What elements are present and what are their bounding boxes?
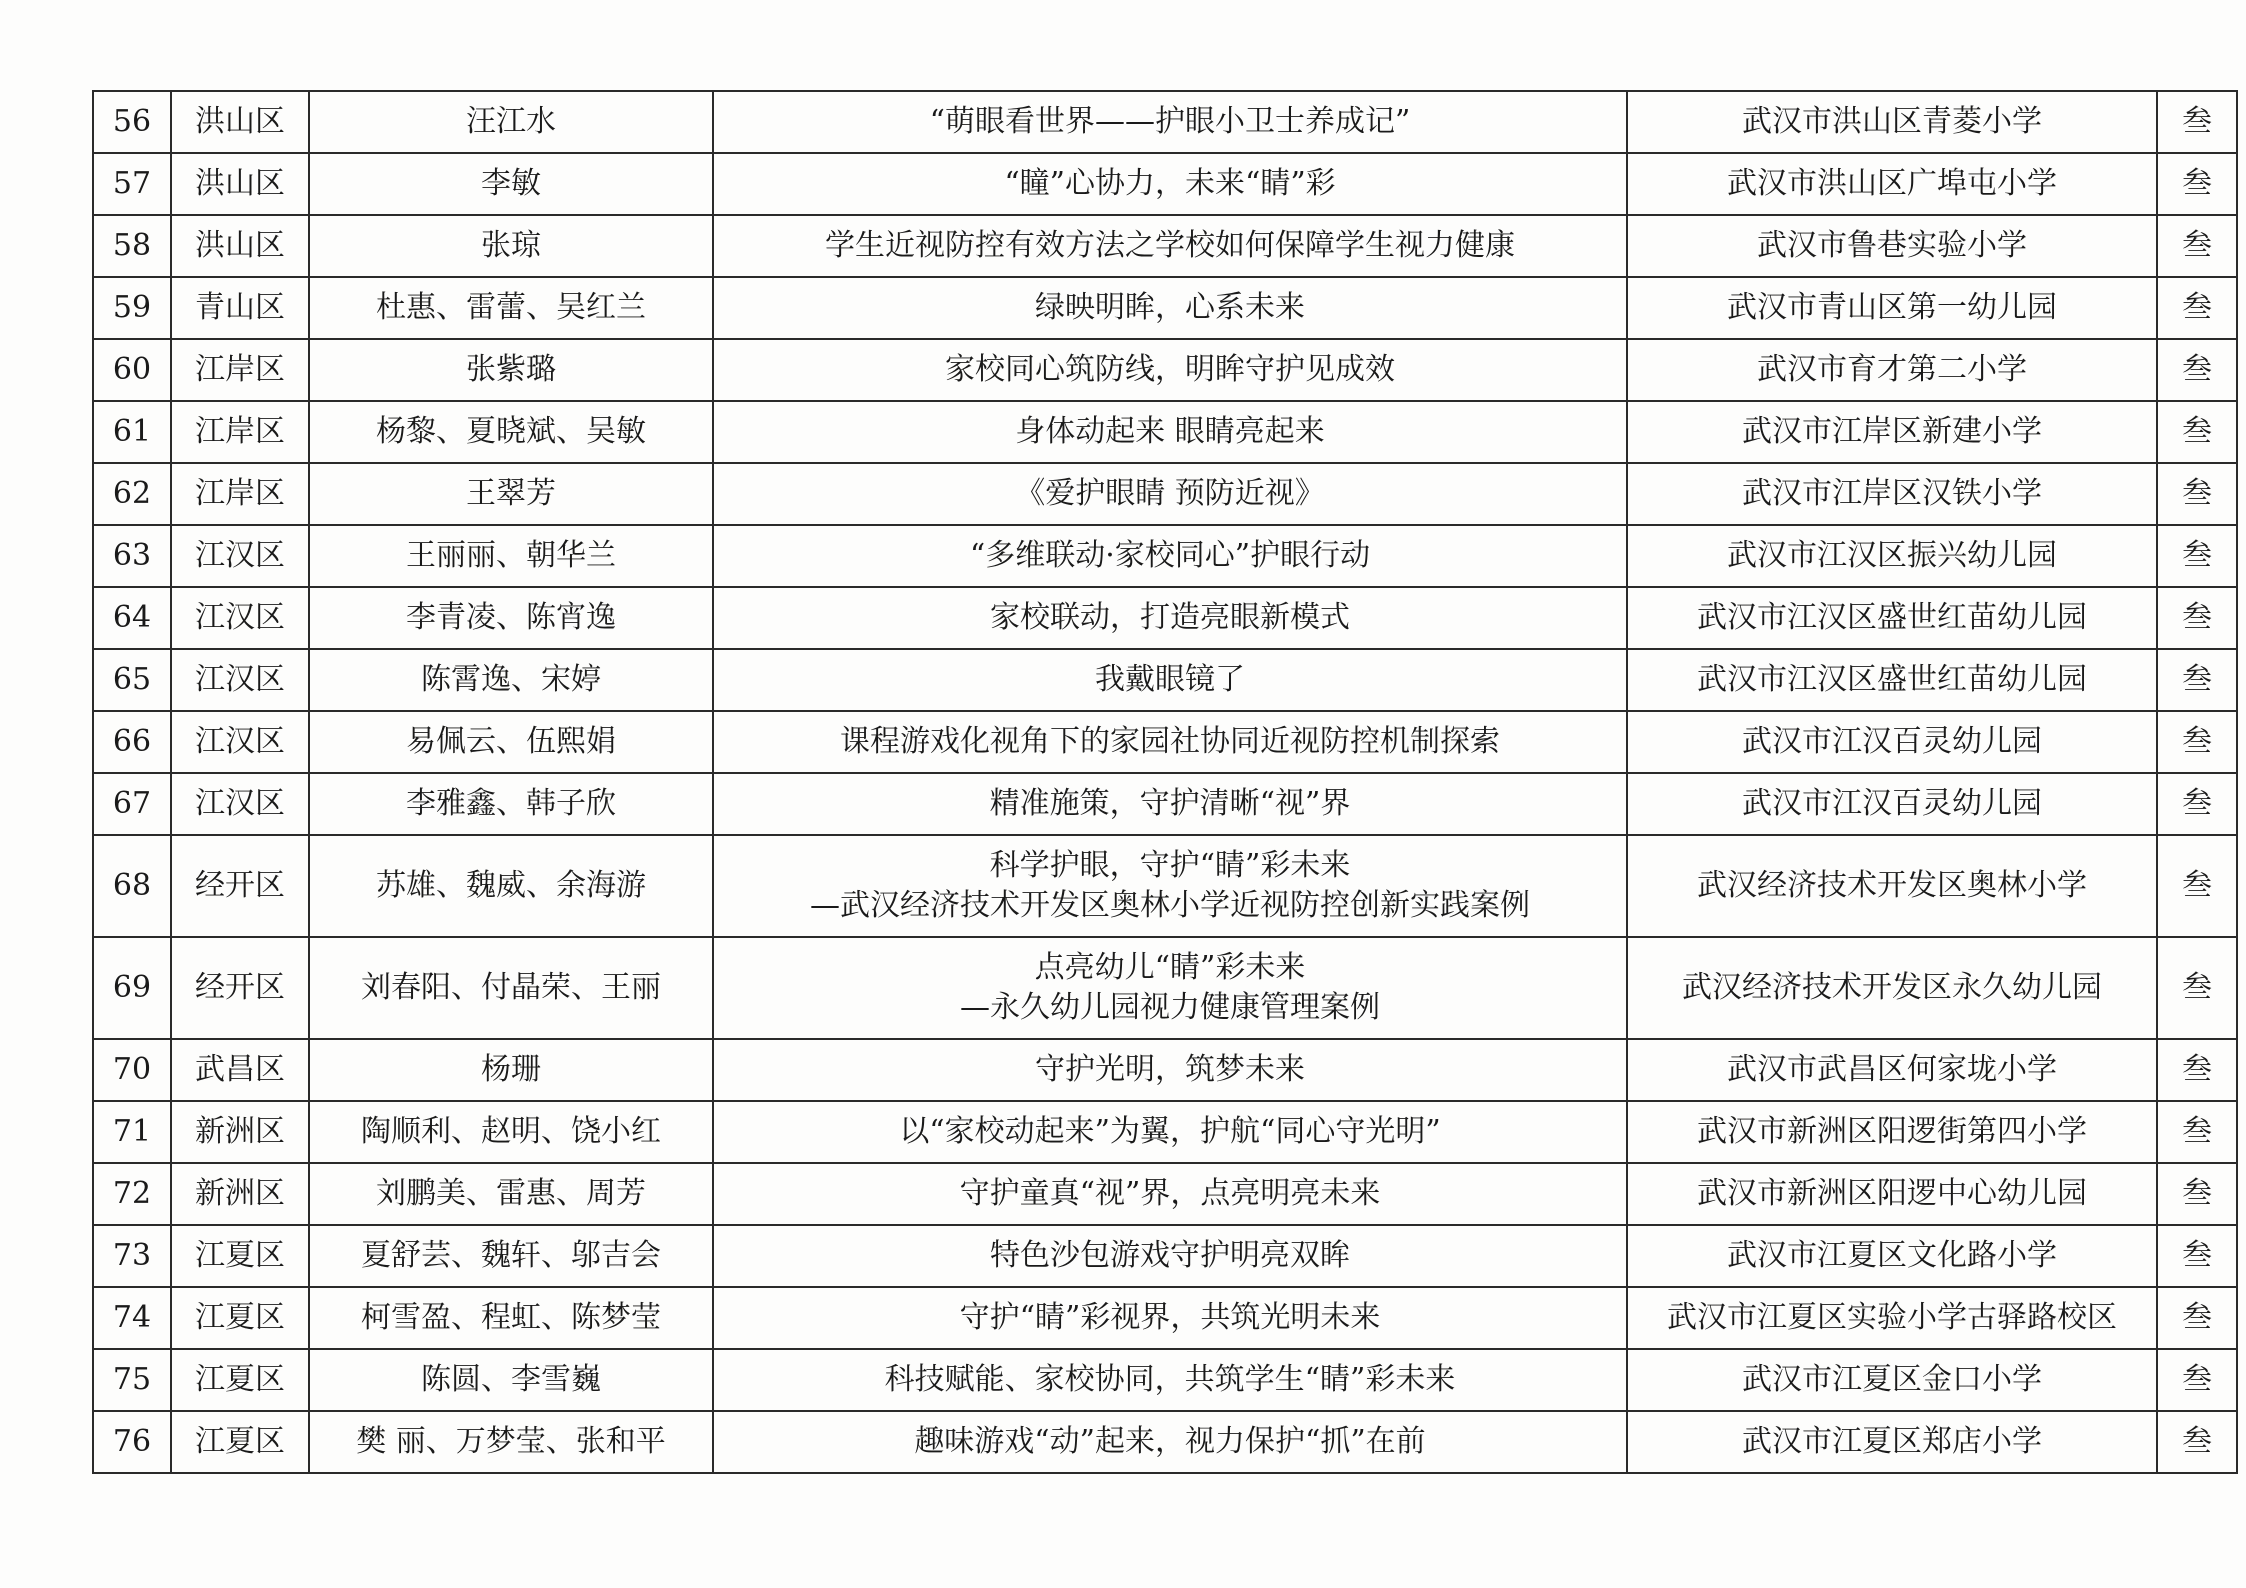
award-grade-cell: 叁 (2157, 587, 2237, 649)
district-cell: 江夏区 (171, 1287, 309, 1349)
author-names-cell: 陈霄逸、宋婷 (309, 649, 713, 711)
row-number-cell: 62 (93, 463, 171, 525)
award-table (92, 90, 2238, 1474)
case-title-line: —永久幼儿园视力健康管理案例 (960, 990, 1380, 1025)
row-number-cell: 63 (93, 525, 171, 587)
school-cell: 武汉市江夏区郑店小学 (1627, 1411, 2157, 1473)
school-cell: 武汉市江汉百灵幼儿园 (1627, 773, 2157, 835)
case-title-line: 特色沙包游戏守护明亮双眸 (990, 1238, 1350, 1273)
school-cell: 武汉市江夏区实验小学古驿路校区 (1627, 1287, 2157, 1349)
table-row (93, 1287, 2237, 1349)
case-title-line: 绿映明眸，心系未来 (1035, 290, 1305, 325)
row-number-cell: 68 (93, 835, 171, 937)
case-title-cell (713, 1039, 1627, 1101)
case-title-line: 我戴眼镜了 (1095, 662, 1245, 697)
table-row (93, 401, 2237, 463)
award-grade-cell: 叁 (2157, 649, 2237, 711)
award-grade-cell: 叁 (2157, 1101, 2237, 1163)
district-cell: 江岸区 (171, 339, 309, 401)
row-number-cell: 70 (93, 1039, 171, 1101)
author-names-cell: 杨珊 (309, 1039, 713, 1101)
row-number-cell: 61 (93, 401, 171, 463)
award-grade-cell: 叁 (2157, 1225, 2237, 1287)
table-row (93, 1163, 2237, 1225)
table-row (93, 1225, 2237, 1287)
case-title-line: —武汉经济技术开发区奥林小学近视防控创新实践案例 (810, 888, 1530, 923)
district-cell: 江汉区 (171, 587, 309, 649)
author-names-cell: 刘春阳、付晶荣、王丽 (309, 937, 713, 1039)
award-grade-cell: 叁 (2157, 91, 2237, 153)
author-names-cell: 苏雄、魏威、余海游 (309, 835, 713, 937)
case-title-cell (713, 1163, 1627, 1225)
row-number-cell: 64 (93, 587, 171, 649)
school-cell: 武汉市江岸区新建小学 (1627, 401, 2157, 463)
school-cell: 武汉市洪山区青菱小学 (1627, 91, 2157, 153)
school-cell: 武汉市江汉百灵幼儿园 (1627, 711, 2157, 773)
district-cell: 江岸区 (171, 463, 309, 525)
school-cell: 武汉市新洲区阳逻街第四小学 (1627, 1101, 2157, 1163)
case-title-cell (713, 1101, 1627, 1163)
case-title-cell (713, 401, 1627, 463)
school-cell: 武汉市武昌区何家垅小学 (1627, 1039, 2157, 1101)
school-cell: 武汉市江汉区盛世红苗幼儿园 (1627, 587, 2157, 649)
district-cell: 洪山区 (171, 153, 309, 215)
author-names-cell: 张琼 (309, 215, 713, 277)
table-row (93, 1101, 2237, 1163)
author-names-cell: 李青凌、陈宵逸 (309, 587, 713, 649)
row-number-cell: 73 (93, 1225, 171, 1287)
case-title-line: 《爱护眼睛 预防近视》 (1015, 476, 1325, 511)
case-title-cell (713, 773, 1627, 835)
district-cell: 武昌区 (171, 1039, 309, 1101)
district-cell: 新洲区 (171, 1163, 309, 1225)
award-grade-cell: 叁 (2157, 153, 2237, 215)
school-cell: 武汉市鲁巷实验小学 (1627, 215, 2157, 277)
school-cell: 武汉市青山区第一幼儿园 (1627, 277, 2157, 339)
case-title-line: “萌眼看世界——护眼小卫士养成记” (929, 104, 1411, 139)
row-number-cell: 75 (93, 1349, 171, 1411)
case-title-cell (713, 835, 1627, 937)
school-cell: 武汉市江汉区盛世红苗幼儿园 (1627, 649, 2157, 711)
school-cell: 武汉市育才第二小学 (1627, 339, 2157, 401)
row-number-cell: 59 (93, 277, 171, 339)
award-grade-cell: 叁 (2157, 711, 2237, 773)
case-title-line: 守护光明，筑梦未来 (1035, 1052, 1305, 1087)
case-title-line: 身体动起来 眼睛亮起来 (1015, 414, 1325, 449)
district-cell: 经开区 (171, 937, 309, 1039)
case-title-line: 课程游戏化视角下的家园社协同近视防控机制探索 (840, 724, 1500, 759)
row-number-cell: 58 (93, 215, 171, 277)
case-title-cell (713, 463, 1627, 525)
case-title-line: 以“家校动起来”为翼，护航“同心守光明” (899, 1114, 1441, 1149)
district-cell: 洪山区 (171, 91, 309, 153)
case-title-line: 学生近视防控有效方法之学校如何保障学生视力健康 (825, 228, 1515, 263)
award-grade-cell: 叁 (2157, 215, 2237, 277)
row-number-cell: 65 (93, 649, 171, 711)
table-row (93, 91, 2237, 153)
case-title-line: “瞳”心协力，未来“睛”彩 (1004, 166, 1336, 201)
author-names-cell: 汪江水 (309, 91, 713, 153)
case-title-cell (713, 339, 1627, 401)
author-names-cell: 杜惠、雷蕾、吴红兰 (309, 277, 713, 339)
case-title-line: 守护“睛”彩视界，共筑光明未来 (959, 1300, 1381, 1335)
award-grade-cell: 叁 (2157, 937, 2237, 1039)
author-names-cell: 陶顺利、赵明、饶小红 (309, 1101, 713, 1163)
district-cell: 洪山区 (171, 215, 309, 277)
case-title-cell (713, 525, 1627, 587)
school-cell: 武汉市新洲区阳逻中心幼儿园 (1627, 1163, 2157, 1225)
school-cell: 武汉经济技术开发区永久幼儿园 (1627, 937, 2157, 1039)
case-title-cell (713, 91, 1627, 153)
case-title-cell (713, 1411, 1627, 1473)
case-title-cell (713, 711, 1627, 773)
table-row (93, 339, 2237, 401)
author-names-cell: 易佩云、伍熙娟 (309, 711, 713, 773)
case-title-cell (713, 277, 1627, 339)
case-title-line: 家校联动，打造亮眼新模式 (990, 600, 1350, 635)
district-cell: 江汉区 (171, 525, 309, 587)
case-title-line: “多维联动·家校同心”护眼行动 (969, 538, 1371, 573)
award-grade-cell: 叁 (2157, 1411, 2237, 1473)
author-names-cell: 李雅鑫、韩子欣 (309, 773, 713, 835)
district-cell: 江岸区 (171, 401, 309, 463)
school-cell: 武汉市江汉区振兴幼儿园 (1627, 525, 2157, 587)
district-cell: 青山区 (171, 277, 309, 339)
table-row (93, 1349, 2237, 1411)
case-title-cell (713, 937, 1627, 1039)
district-cell: 江夏区 (171, 1225, 309, 1287)
award-grade-cell: 叁 (2157, 1039, 2237, 1101)
award-grade-cell: 叁 (2157, 339, 2237, 401)
author-names-cell: 刘鹏美、雷惠、周芳 (309, 1163, 713, 1225)
case-title-cell (713, 649, 1627, 711)
case-title-cell (713, 1287, 1627, 1349)
award-grade-cell: 叁 (2157, 401, 2237, 463)
district-cell: 新洲区 (171, 1101, 309, 1163)
row-number-cell: 76 (93, 1411, 171, 1473)
table-row (93, 215, 2237, 277)
author-names-cell: 王翠芳 (309, 463, 713, 525)
award-grade-cell: 叁 (2157, 835, 2237, 937)
award-grade-cell: 叁 (2157, 463, 2237, 525)
table-row (93, 1039, 2237, 1101)
district-cell: 江汉区 (171, 649, 309, 711)
award-grade-cell: 叁 (2157, 1349, 2237, 1411)
case-title-line: 趣味游戏“动”起来，视力保护“抓”在前 (914, 1424, 1426, 1459)
case-title-line: 科技赋能、家校协同，共筑学生“睛”彩未来 (884, 1362, 1456, 1397)
case-title-line: 守护童真“视”界，点亮明亮未来 (959, 1176, 1381, 1211)
award-grade-cell: 叁 (2157, 773, 2237, 835)
district-cell: 江汉区 (171, 773, 309, 835)
award-grade-cell: 叁 (2157, 525, 2237, 587)
school-cell: 武汉经济技术开发区奥林小学 (1627, 835, 2157, 937)
case-title-cell (713, 1349, 1627, 1411)
row-number-cell: 67 (93, 773, 171, 835)
author-names-cell: 张紫璐 (309, 339, 713, 401)
row-number-cell: 72 (93, 1163, 171, 1225)
district-cell: 江夏区 (171, 1349, 309, 1411)
case-title-cell (713, 1225, 1627, 1287)
author-names-cell: 柯雪盈、程虹、陈梦莹 (309, 1287, 713, 1349)
row-number-cell: 66 (93, 711, 171, 773)
award-grade-cell: 叁 (2157, 1287, 2237, 1349)
table-row (93, 277, 2237, 339)
district-cell: 江汉区 (171, 711, 309, 773)
row-number-cell: 74 (93, 1287, 171, 1349)
row-number-cell: 57 (93, 153, 171, 215)
case-title-line: 科学护眼，守护“睛”彩未来 (989, 848, 1351, 883)
author-names-cell: 杨黎、夏晓斌、吴敏 (309, 401, 713, 463)
table-row (93, 463, 2237, 525)
award-grade-cell: 叁 (2157, 277, 2237, 339)
row-number-cell: 60 (93, 339, 171, 401)
row-number-cell: 56 (93, 91, 171, 153)
author-names-cell: 樊 丽、万梦莹、张和平 (309, 1411, 713, 1473)
case-title-cell (713, 587, 1627, 649)
table-row (93, 153, 2237, 215)
author-names-cell: 李敏 (309, 153, 713, 215)
case-title-cell (713, 215, 1627, 277)
case-title-line: 家校同心筑防线，明眸守护见成效 (945, 352, 1395, 387)
author-names-cell: 陈圆、李雪巍 (309, 1349, 713, 1411)
author-names-cell: 夏舒芸、魏轩、邬吉会 (309, 1225, 713, 1287)
table-row (93, 937, 2237, 1039)
row-number-cell: 71 (93, 1101, 171, 1163)
table-row (93, 649, 2237, 711)
case-title-cell (713, 153, 1627, 215)
school-cell: 武汉市江夏区金口小学 (1627, 1349, 2157, 1411)
table-row (93, 587, 2237, 649)
table-row (93, 525, 2237, 587)
district-cell: 经开区 (171, 835, 309, 937)
table-row (93, 1411, 2237, 1473)
school-cell: 武汉市江夏区文化路小学 (1627, 1225, 2157, 1287)
district-cell: 江夏区 (171, 1411, 309, 1473)
school-cell: 武汉市洪山区广埠屯小学 (1627, 153, 2157, 215)
table-row (93, 773, 2237, 835)
case-title-line: 精准施策，守护清晰“视”界 (989, 786, 1351, 821)
award-table-body (93, 91, 2237, 1473)
table-row (93, 711, 2237, 773)
school-cell: 武汉市江岸区汉铁小学 (1627, 463, 2157, 525)
award-grade-cell: 叁 (2157, 1163, 2237, 1225)
row-number-cell: 69 (93, 937, 171, 1039)
author-names-cell: 王丽丽、朝华兰 (309, 525, 713, 587)
table-row (93, 835, 2237, 937)
case-title-line: 点亮幼儿“睛”彩未来 (1034, 950, 1306, 985)
